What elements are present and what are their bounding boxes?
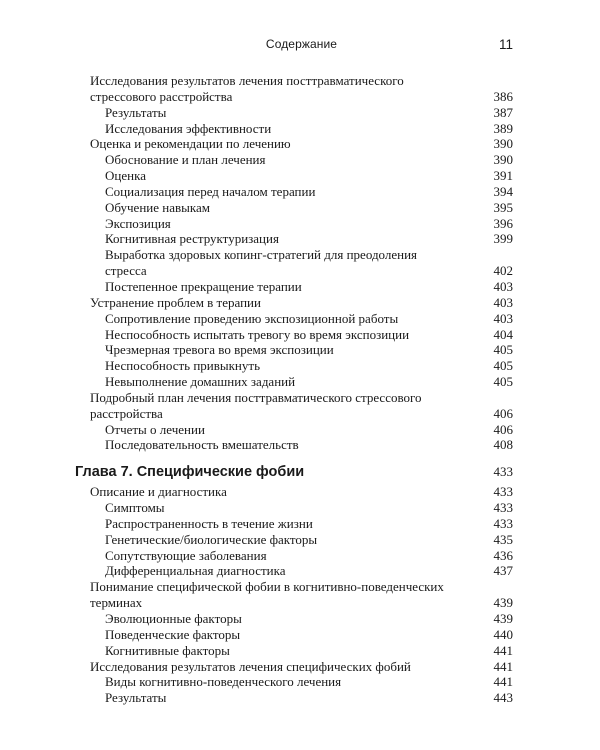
toc-entry-page: 391 [493, 168, 513, 184]
toc-entry-page: 433 [493, 484, 513, 500]
toc-entry [90, 627, 513, 643]
toc-entry-page: 435 [493, 531, 513, 547]
toc-entry-label: Виды когнитивно-поведенческого лечения [105, 674, 342, 690]
toc-entry-page: 439 [493, 595, 513, 611]
toc-entry-label: Устранение проблем в терапии [90, 294, 261, 310]
toc-entry-label: Неспособность испытать тревогу во время экспозиции [105, 326, 410, 342]
toc-entry-label: Когнитивная реструктуризация [105, 231, 279, 247]
toc-entry-page: 403 [493, 278, 513, 294]
table-of-contents [75, 73, 513, 706]
toc-entry-label: Чрезмерная тревога во время экспозиции [105, 342, 334, 358]
chapter-title: Глава 7. Специфические фобии [75, 464, 305, 481]
toc-entry-page: 406 [493, 405, 513, 421]
toc-entry [90, 500, 513, 516]
toc-entry [90, 563, 513, 579]
toc-entry [90, 136, 513, 152]
toc-entry [90, 374, 513, 390]
toc-entry-page: 405 [493, 374, 513, 390]
toc-entry [90, 643, 513, 659]
toc-entry [90, 659, 513, 675]
running-header [90, 37, 513, 55]
toc-entry-label: Описание и диагностика [90, 484, 227, 500]
toc-entry-page: 441 [493, 642, 513, 658]
toc-entry-page: 408 [493, 437, 513, 453]
toc-entry [90, 548, 513, 564]
toc-entry-page: 405 [493, 358, 513, 374]
toc-entry-page: 396 [493, 215, 513, 231]
running-header-title: Содержание [265, 37, 338, 51]
toc-entry-page: 395 [493, 199, 513, 215]
toc-entry-label: Генетические/биологические факторы [105, 531, 318, 547]
toc-entry-label: Невыполнение домашних заданий [105, 374, 296, 390]
toc-entry-label: Понимание специфической фобии в когнитивно-поведенческих терминах [90, 579, 444, 611]
toc-entry-page: 437 [493, 563, 513, 579]
toc-entry [90, 390, 513, 422]
toc-entry [90, 184, 513, 200]
toc-entry-label: Постепенное прекращение терапии [105, 278, 302, 294]
toc-entry [90, 200, 513, 216]
toc-entry-page: 433 [493, 515, 513, 531]
toc-entry-label: Результаты [105, 104, 167, 120]
toc-entry-page: 403 [493, 294, 513, 310]
toc-entry [90, 342, 513, 358]
toc-entry-page: 403 [493, 310, 513, 326]
toc-entry [90, 247, 513, 279]
toc-entry-page: 441 [493, 658, 513, 674]
toc-entry-label: Оценка и рекомендации по лечению [90, 136, 291, 152]
toc-entry-page: 389 [493, 120, 513, 136]
toc-entry-page: 390 [493, 136, 513, 152]
toc-entry-label: Последовательность вмешательств [105, 437, 299, 453]
toc-chapter-heading [75, 463, 513, 481]
toc-entry-page: 386 [493, 88, 513, 104]
toc-entry-label: Обучение навыкам [105, 199, 210, 215]
toc-entry-page: 443 [493, 690, 513, 706]
toc-entry-label: Подробный план лечения посттравматического стрессового расстройства [90, 389, 422, 421]
toc-entry-label: Обоснование и план лечения [105, 152, 266, 168]
toc-entry-label: Эволюционные факторы [105, 611, 242, 626]
toc-entry [90, 611, 513, 627]
toc-entry-label: Сопротивление проведению экспозиционной работы [105, 310, 399, 326]
toc-entry [90, 311, 513, 327]
toc-entry [90, 121, 513, 137]
toc-entry-label: Отчеты о лечении [105, 421, 205, 437]
toc-entry [90, 437, 513, 453]
toc-entry-page: 402 [493, 263, 513, 279]
toc-entry-label: Выработка здоровых копинг-стратегий для преодоления стресса [105, 247, 418, 279]
toc-entry-page: 439 [493, 611, 513, 626]
toc-entry-page: 394 [493, 183, 513, 199]
page-number: 11 [498, 37, 513, 52]
toc-entry [90, 216, 513, 232]
toc-entry [90, 422, 513, 438]
chapter-page: 433 [493, 464, 513, 480]
toc-entry [90, 690, 513, 706]
toc-entry-label: Социализация перед началом терапии [105, 183, 316, 199]
toc-entry-label: Распространенность в течение жизни [105, 515, 313, 531]
toc-entry-page: 390 [493, 152, 513, 168]
toc-entry-page: 436 [493, 547, 513, 563]
toc-entry [90, 168, 513, 184]
toc-entry [90, 295, 513, 311]
toc-entry-label: Экспозиция [105, 215, 171, 231]
toc-entry-label: Дифференциальная диагностика [105, 563, 286, 579]
toc-entry [90, 73, 513, 105]
toc-entry-label: Исследования эффективности [105, 120, 272, 136]
toc-entry [90, 516, 513, 532]
toc-entry-label: Когнитивные факторы [105, 642, 230, 658]
toc-entry-page: 404 [493, 326, 513, 342]
toc-entry-label: Исследования результатов лечения посттравматического стрессового расстройства [90, 73, 404, 104]
toc-entry-page: 441 [493, 674, 513, 690]
toc-entry [90, 105, 513, 121]
toc-entry-page: 399 [493, 231, 513, 247]
toc-entry [90, 279, 513, 295]
toc-entry [90, 484, 513, 500]
toc-entry-page: 387 [493, 104, 513, 120]
toc-entry-page: 440 [493, 626, 513, 642]
toc-entry-page: 406 [493, 421, 513, 437]
toc-entry [90, 231, 513, 247]
toc-entry-label: Результаты [105, 690, 167, 706]
toc-entry [90, 674, 513, 690]
toc-entry-label: Неспособность привыкнуть [105, 358, 260, 374]
toc-entry-label: Сопутствующие заболевания [105, 547, 267, 563]
toc-entry [90, 532, 513, 548]
toc-entry [90, 579, 513, 611]
toc-entry [90, 358, 513, 374]
toc-entry [90, 152, 513, 168]
toc-entry-label: Оценка [105, 168, 146, 184]
toc-entry-label: Симптомы [105, 500, 165, 516]
toc-entry-page: 433 [493, 500, 513, 516]
toc-entry [90, 327, 513, 343]
toc-entry-page: 405 [493, 342, 513, 358]
toc-entry-label: Поведенческие факторы [105, 626, 241, 642]
toc-entry-label: Исследования результатов лечения специфических фобий [90, 658, 411, 674]
